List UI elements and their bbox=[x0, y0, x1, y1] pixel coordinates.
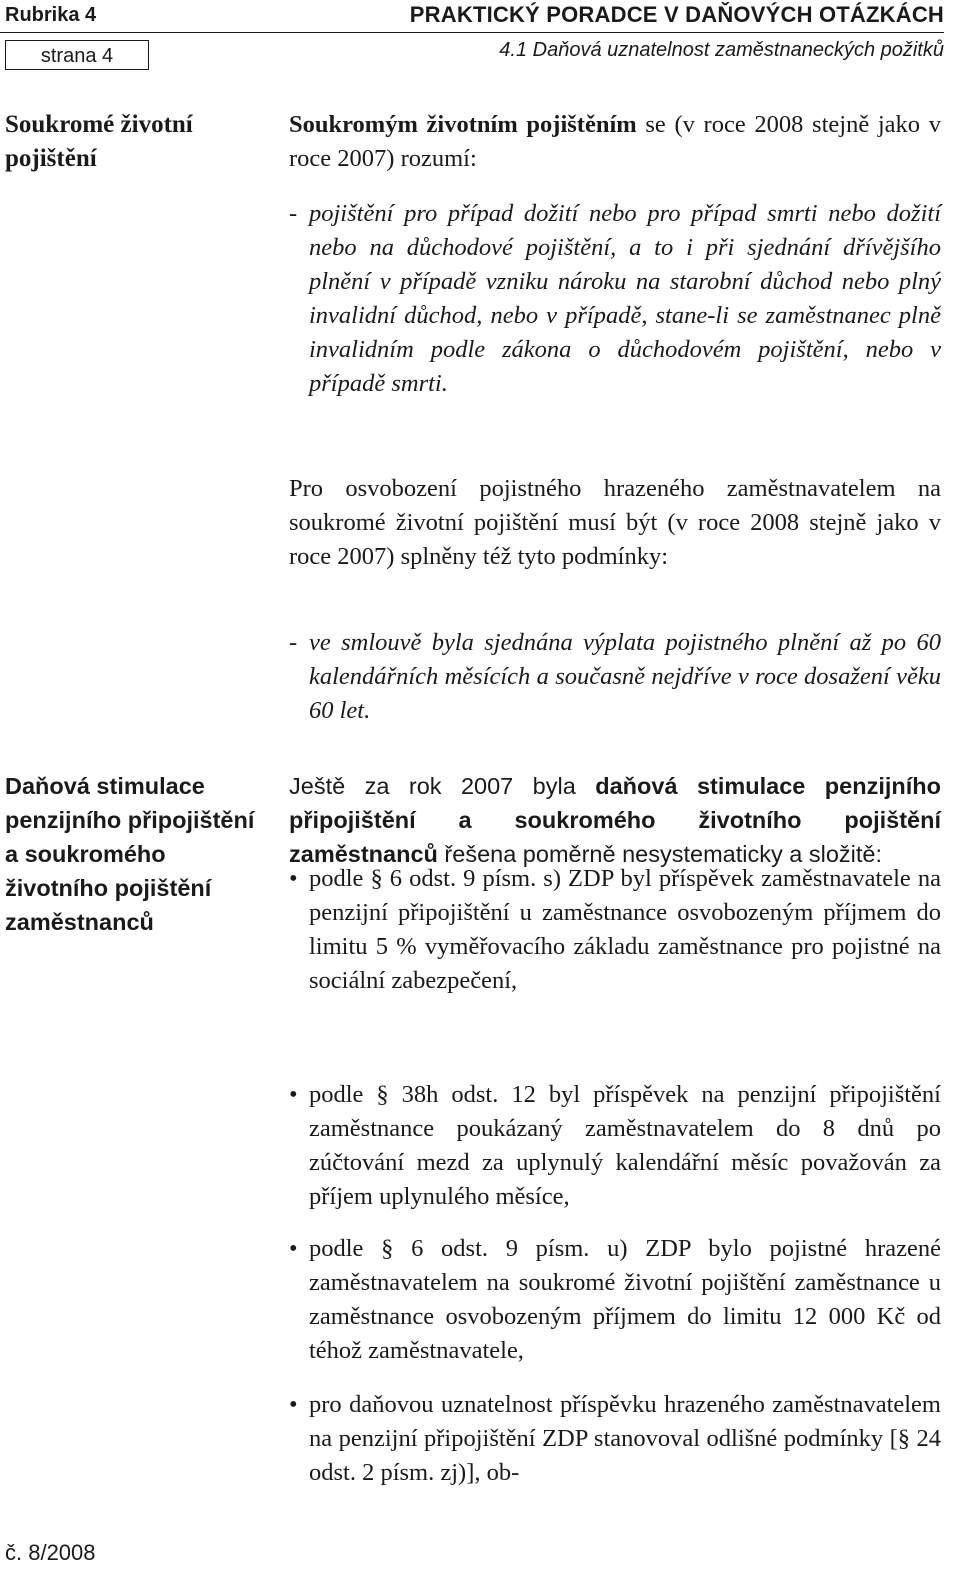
conditions-paragraph bbox=[289, 472, 941, 574]
bullet-item-2 bbox=[289, 1078, 941, 1214]
header-rule bbox=[0, 32, 944, 33]
intro-paragraph-1 bbox=[289, 108, 941, 176]
bullet-text-4: pro daňovou uznatelnost příspěvku hrazeného zaměstnavatelem na penzijní připojištění ZDP stanovoval odlišné podmínky [§ 24 odst. 2 písm. zj)], ob- bbox=[309, 1391, 941, 1486]
bullet-dot: • bbox=[289, 1081, 298, 1108]
bullet-dot: • bbox=[289, 1391, 298, 1418]
intro-post-3: řešena poměrně nesystematicky a složitě: bbox=[437, 841, 882, 867]
dash-item-text-1: pojištění pro případ dožití nebo pro případ smrti nebo dožití nebo na důchodové pojištění, a to i při sjednání dřívějšího plnění v případě vzniku nároku na starobní důchod nebo plný invalidní důchod, nebo v případě, stane-li se zaměstnanec plně invalidním podle zákona o důchodovém pojištění, nebo v případě smrti. bbox=[309, 200, 941, 397]
intro-rest-1: se (v roce 2008 stejně jako v roce 2007) rozumí: bbox=[289, 111, 941, 172]
dash-marker: - bbox=[289, 200, 298, 227]
intro-paragraph-3 bbox=[289, 769, 941, 871]
page-number-box: strana 4 bbox=[5, 40, 149, 70]
dash-marker: - bbox=[289, 629, 298, 656]
dash-list-item-1 bbox=[289, 197, 941, 401]
publication-title: PRAKTICKÝ PORADCE V DAŇOVÝCH OTÁZKÁCH bbox=[409, 2, 944, 27]
intro-bold-1: Soukromým životním pojištěním bbox=[289, 111, 637, 138]
conditions-text: Pro osvobození pojistného hrazeného zaměstnavatelem na soukromé životní pojištění musí být (v roce 2008 stejně jako v roce 2007) splněny též tyto podmínky: bbox=[289, 475, 941, 570]
bullet-text-3: podle § 6 odst. 9 písm. u) ZDP bylo pojistné hrazené zaměstnavatelem na soukromé životní pojištění zaměstnance u zaměstnance osvobozeným příjmem do limitu 12 000 Kč od téhož zaměstnavatele, bbox=[309, 1235, 941, 1364]
intro-bold-3: daňová stimulace penzijního připojištění a soukromého životního pojištění zaměstnanců bbox=[289, 773, 941, 867]
rubrika-label: Rubrika 4 bbox=[5, 4, 97, 26]
dash-list-item-2 bbox=[289, 626, 941, 728]
bullet-dot: • bbox=[289, 1235, 298, 1262]
dash-item-text-2: ve smlouvě byla sjednána výplata pojistného plnění až po 60 kalendářních měsících a současně nejdříve v roce dosažení věku 60 let. bbox=[309, 629, 941, 724]
bullet-text-2: podle § 38h odst. 12 byl příspěvek na penzijní připojištění zaměstnance poukázaný zaměstnavatelem do 8 dnů po zúčtování mezd za uplynulý kalendářní měsíc považován za příjem uplynulého měsíce, bbox=[309, 1081, 941, 1210]
bullet-item-1 bbox=[289, 862, 941, 998]
bullet-item-3 bbox=[289, 1232, 941, 1368]
bullet-dot: • bbox=[289, 865, 298, 892]
bullet-item-4 bbox=[289, 1388, 941, 1490]
bullet-text-1: podle § 6 odst. 9 písm. s) ZDP byl příspěvek zaměstnavatele na penzijní připojištění u zaměstnance osvobozeným příjmem do limitu 5 % vyměřovacího základu zaměstnance pro pojistné na sociální zabezpečení, bbox=[309, 865, 941, 994]
intro-pre-3: Ještě za rok 2007 byla bbox=[289, 773, 596, 799]
side-heading-private-life-insurance: Soukromé životní pojištění bbox=[5, 111, 193, 172]
side-heading-tax-stimulation: Daňová stimulace penzijního připojištění a soukromého životního pojištění zaměstnanců bbox=[5, 773, 255, 935]
issue-number: č. 8/2008 bbox=[5, 1540, 96, 1565]
section-title: 4.1 Daňová uznatelnost zaměstnaneckých požitků bbox=[499, 39, 944, 61]
